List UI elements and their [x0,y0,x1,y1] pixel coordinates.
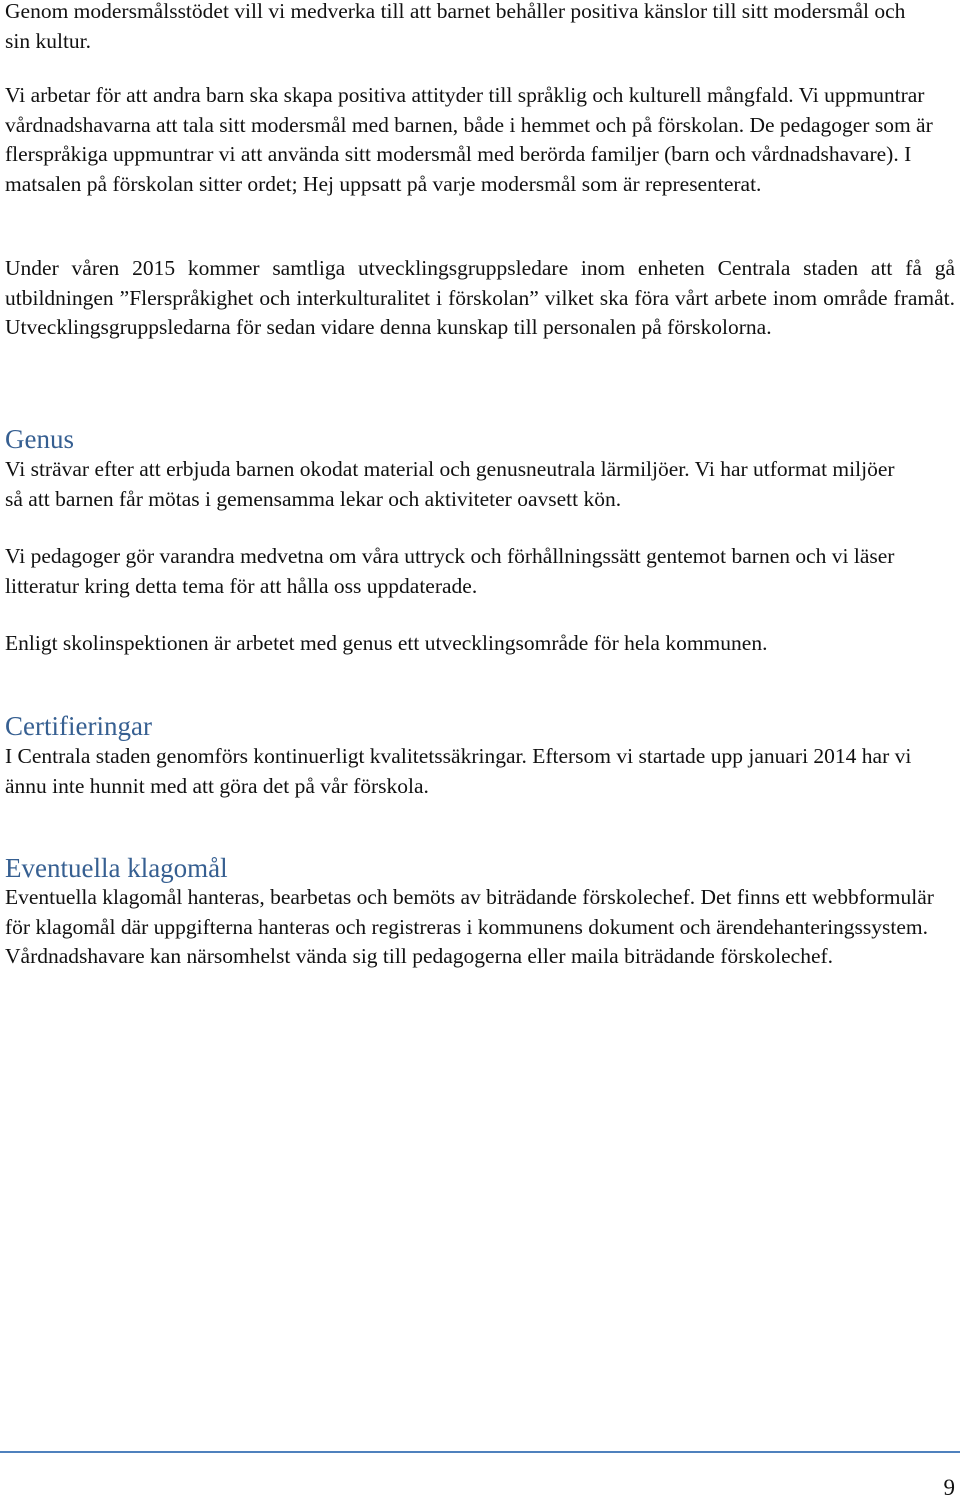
paragraph-genus-2: Vi pedagoger gör varandra medvetna om våra uttryck och förhållningssätt gentemot barnen och vi läser litteratur kring detta tema för att hålla oss uppdaterade. [5,544,895,598]
paragraph-klagomal: Eventuella klagomål hanteras, bearbetas och bemöts av biträdande förskolechef. Det finns ett webbformulär för klagomål där uppgifterna hanteras och registreras i kommunens dokument och ärendehanteringssystem. Vårdnadshavare kan närsomhelst vända sig till pedagogerna eller maila biträdande förskolechef. [5,885,934,968]
heading-certifieringar: Certifieringar [5,711,152,741]
paragraph-modersmal-intro: Genom modersmålsstödet vill vi medverka till att barnet behåller positiva känslor till sitt modersmål och sin kultur. [5,0,906,53]
heading-genus: Genus [5,424,74,454]
paragraph-utbildning-2015: Under våren 2015 kommer samtliga utvecklingsgruppsledare inom enheten Centrala staden att få gå utbildningen ”Flerspråkighet och interkulturalitet i förskolan” vilket ska föra vårt arbete inom område framåt. Utvecklingsgruppsledarna för sedan vidare denna kunskap till personalen på förskolorna. [5,256,955,339]
paragraph-genus-1: Vi strävar efter att erbjuda barnen okodat material och genusneutrala lärmiljöer. Vi har utformat miljöer så att barnen får mötas i gemensamma lekar och aktiviteter oavsett kön. [5,457,895,511]
page-number: 9 [943,1475,955,1500]
paragraph-certifieringar: I Centrala staden genomförs kontinuerligt kvalitetssäkringar. Eftersom vi startade upp januari 2014 har vi ännu inte hunnit med att göra det på vår förskola. [5,744,912,798]
heading-klagomal: Eventuella klagomål [5,853,228,883]
paragraph-sprakig-mangfald: Vi arbetar för att andra barn ska skapa positiva attityder till språklig och kulturell mångfald. Vi uppmuntrar vårdnadshavarna att tala sitt modersmål med barnen, både i hemmet och på förskolan. De pedagoger som är flerspråkiga uppmuntrar vi att använda sitt modersmål med berörda familjer (barn och vårdnadshavare). I matsalen på förskolan sitter ordet; Hej uppsatt på varje modersmål som är representerat. [5,83,933,196]
footer-divider [0,1451,960,1453]
paragraph-genus-3: Enligt skolinspektionen är arbetet med genus ett utvecklingsområde för hela kommunen. [5,631,768,655]
